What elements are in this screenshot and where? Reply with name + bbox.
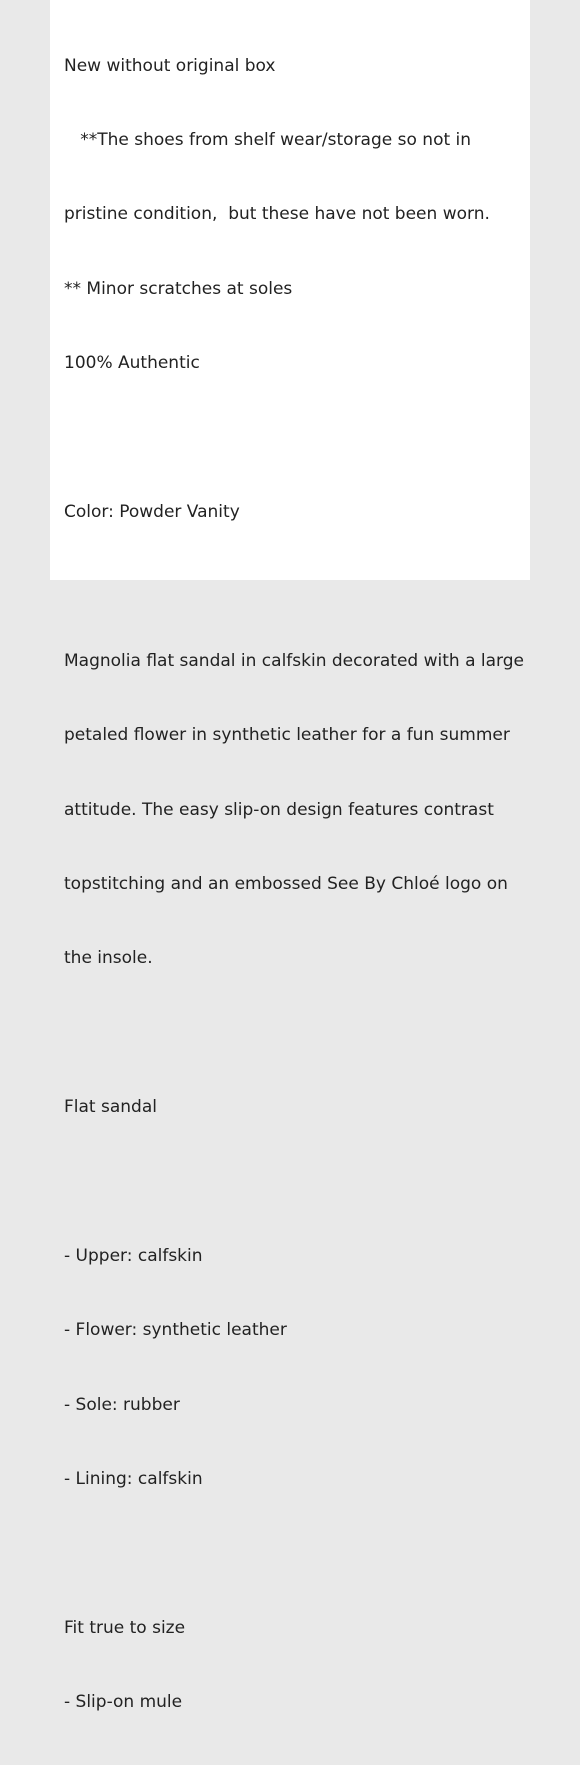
description-line: Fit true to size bbox=[64, 1617, 186, 1638]
description-line: attitude. The easy slip-on design features contrast bbox=[64, 799, 494, 820]
description-line bbox=[64, 1541, 524, 1566]
description-line: - Flower: synthetic leather bbox=[64, 1320, 287, 1341]
description-line: - Lining: calfskin bbox=[64, 1469, 203, 1490]
description-line: Magnolia flat sandal in calfskin decorated with a large bbox=[64, 650, 524, 671]
description-line: **The shoes from shelf wear/storage so not in bbox=[64, 129, 472, 150]
description-panel bbox=[50, 0, 530, 1713]
description-line: the insole. bbox=[64, 948, 153, 969]
item-description bbox=[64, 4, 524, 1765]
description-line: topstitching and an embossed See By Chloé logo on bbox=[64, 873, 508, 894]
description-line bbox=[64, 426, 524, 451]
description-line bbox=[64, 1169, 524, 1194]
description-line: pristine condition, but these have not been worn. bbox=[64, 204, 490, 225]
description-line: - Upper: calfskin bbox=[64, 1245, 203, 1266]
description-line bbox=[64, 574, 524, 599]
description-line: New without original box bbox=[64, 55, 276, 76]
description-line: - Slip-on mule bbox=[64, 1692, 183, 1713]
description-line: Color: Powder Vanity bbox=[64, 501, 240, 522]
description-line bbox=[64, 1021, 524, 1046]
description-line: petaled flower in synthetic leather for a fun summer bbox=[64, 725, 510, 746]
description-line: ** Minor scratches at soles bbox=[64, 278, 293, 299]
description-line: 100% Authentic bbox=[64, 353, 200, 374]
description-line: Flat sandal bbox=[64, 1097, 157, 1118]
description-line: - Sole: rubber bbox=[64, 1394, 180, 1415]
